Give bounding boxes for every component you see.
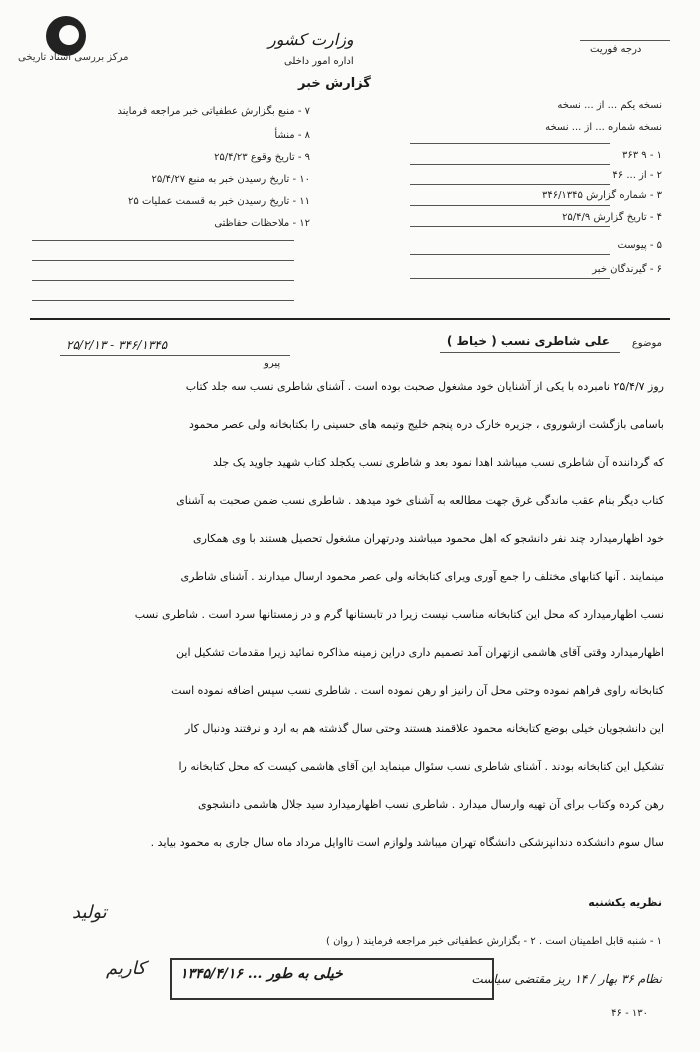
form-title: گزارش خبر — [298, 76, 371, 91]
right-field-4: ۲ - از ... ۴۶ — [612, 170, 662, 181]
body-line: مینمایند . آنها کتابهای مختلف را جمع آوری ویرای کتابخانه ولی عصر محمود ارسال میدارند . آشنای شاطری — [180, 570, 664, 583]
handwritten-note: تولید — [72, 902, 107, 923]
body-line: تشکیل این کتابخانه بودند . آشنای شاطری نسب سئوال مینماید این آقای هاشمی کیست که محل کتابخانه را — [178, 760, 664, 773]
body-line: باسامی بازگشت ازشوروی ، جزیره خارک دره پنجم خلیج وتیمه های حسینی را بکتابخانه ولی عصر محمود — [188, 418, 664, 431]
right-field-1: نسخه یکم ... از ... نسخه — [557, 100, 662, 111]
left-field-7: ۷ - منبع بگزارش عطفیاتی خبر مراجعه فرمایند — [117, 106, 310, 117]
left-field-11: ۱۱ - تاریخ رسیدن خبر به قسمت عملیات ۲۵ — [128, 196, 310, 207]
right-field-3: ۱ - ۹ ۳۶۳ — [621, 150, 662, 161]
left-field-10: ۱۰ - تاریخ رسیدن خبر به منبع ۲۵/۴/۲۷ — [151, 174, 310, 185]
reference-note: پیرو — [264, 358, 281, 369]
classification-label: درجه فوریت — [590, 44, 642, 55]
body-line: خود اظهارمیدارد چند نفر دانشجو که اهل محمود میباشند ودرتهران مشغول تحصیل هستند با وی همکاری — [192, 532, 664, 545]
classification-line — [580, 40, 670, 41]
subject-label: موضوع — [631, 338, 662, 349]
body-line: روز ۲۵/۴/۷ نامبرده با یکی از آشنایان خود مشغول صحبت بوده است . آشنای شاطری نسب سه جلد کتاب — [185, 380, 664, 393]
body-line: اظهارمیدارد وقتی آقای هاشمی ازتهران آمد تصمیم داری دراین زمینه مذاکره نمائید زیرا مقدمات تشکیل این — [176, 646, 664, 659]
body-line: نسب اظهارمیدارد که محل این کتابخانه مناسب نیست زیرا در تابستانها گرم و در زمستانها سرد است . شاطری نسب — [134, 608, 664, 621]
logo-caption: مرکز بررسی اسناد تاریخی — [18, 52, 129, 63]
right-field-5: ۳ - شماره گزارش ۳۴۶/۱۳۴۵ — [541, 190, 662, 201]
archive-logo-icon — [46, 16, 86, 56]
right-field-6: ۴ - تاریخ گزارش ۲۵/۴/۹ — [562, 212, 662, 223]
assessment-label: نظریه یکشنبه — [588, 896, 662, 909]
department-header: اداره امور داخلی — [284, 56, 354, 67]
body-line: رهن کرده وکتاب برای آن تهیه وارسال میدارد . شاطری نسب اظهارمیدارد سید جلال هاشمی دانشجوی — [197, 798, 664, 811]
body-line: سال سوم دانشکده دندانپزشکی دانشگاه تهران میباشد ولوازم است تااوایل مرداد ماه سال جاری به محمود بیاید . — [150, 836, 664, 849]
left-field-9: ۹ - تاریخ وقوع ۲۵/۴/۲۳ — [214, 152, 310, 163]
page-code: ۱۳۰ - ۴۶ — [611, 1008, 648, 1019]
header-divider — [30, 318, 670, 320]
body-line: که گرداننده آن شاطری نسب میباشد اهدا نمود بعد و شاطری نسب یکجلد کتاب شهید جاوید یک جلد — [213, 456, 664, 469]
right-field-8: ۶ - گیرندگان خبر — [592, 264, 662, 275]
assessment-items: ۱ - شنبه قابل اطمینان است . ۲ - بگزارش عطفیاتی خبر مراجعه فرمایند ( روان ) — [325, 936, 662, 947]
left-field-12: ۱۲ - ملاحظات حفاظتی — [214, 218, 310, 229]
right-field-7: ۵ - پیوست — [617, 240, 662, 251]
body-line: کتاب دیگر بنام عقب ماندگی غرق جهت مطالعه به آشنای خود میدهد . شاطری نسب ضمن صحبت به آشنای — [176, 494, 664, 507]
body-line: این دانشجویان خیلی بوضع کتابخانه محمود علاقمند هستند وحتی سال گذشته هم به ارد و نرفتند ودنبال کار — [185, 722, 664, 735]
ministry-header: وزارت کشور — [268, 30, 354, 49]
handwritten-signature: کاریم — [106, 958, 146, 979]
subject-reference: ۳۴۶/۱۳۴۵ - ۲۵/۲/۱۳ — [66, 338, 168, 352]
bottom-note: نظام ۳۶ بهار / ۱۴ ریز مقتضی سیاست — [471, 972, 662, 986]
right-field-2: نسخه شماره ... از ... نسخه — [545, 122, 662, 133]
subject-value: علی شاطری نسب ( خیاط ) — [446, 334, 610, 348]
left-field-8: ۸ - منشأ — [274, 130, 310, 141]
stamp-text: خیلی به طور ... ۱۳۴۵/۴/۱۶ — [180, 966, 343, 982]
body-line: کتابخانه راوی فراهم نموده وحتی محل آن رانیز او رهن نموده است . شاطری نسب سپس اضافه نموده است — [171, 684, 664, 697]
